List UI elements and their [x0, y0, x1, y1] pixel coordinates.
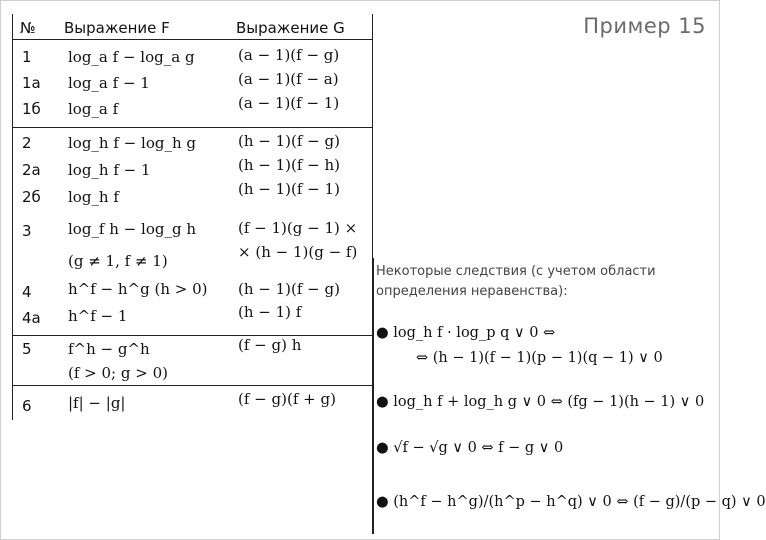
row-f: (f > 0; g > 0) [68, 364, 168, 382]
row-g: (h − 1)(f − 1) [238, 180, 340, 198]
row-num: 3 [22, 222, 32, 240]
row-f: log_a f [68, 100, 119, 118]
row-g: (a − 1)(f − g) [238, 46, 340, 64]
row-g: (f − g)(f + g) [238, 390, 336, 408]
row-num: 2а [22, 161, 41, 179]
row-f: log_f h − log_g h [68, 220, 196, 238]
consequences-title: Некоторые следствия (с учетом области определения неравенства): [376, 264, 656, 299]
row-num: 6 [22, 397, 32, 415]
row-g: (a − 1)(f − 1) [238, 94, 340, 112]
row-g: (f − 1)(g − 1) × [238, 219, 358, 237]
row-num: 1а [22, 74, 41, 92]
row-num: 2б [22, 188, 41, 206]
row-f: f^h − g^h [68, 340, 150, 358]
row-g: (f − g) h [238, 336, 302, 354]
row-divider [12, 335, 373, 336]
header-divider [12, 39, 373, 40]
consequence-item: ● log_h f + log_h g ∨ 0 ⇔ (fg − 1)(h − 1) ∨ 0 [376, 394, 705, 410]
row-g: (h − 1)(f − g) [238, 132, 340, 150]
row-f: log_a f − log_a g [68, 48, 195, 66]
slide-title: Пример 15 [583, 14, 706, 38]
row-f: log_a f − 1 [68, 74, 150, 92]
row-num: 2 [22, 134, 32, 152]
consequence-item: ● (h^f − h^g)/(h^p − h^q) ∨ 0 ⇔ (f − g)/(p − q) ∨ 0 [376, 494, 766, 510]
table-left-border [12, 14, 13, 420]
row-f: log_h f − 1 [68, 161, 151, 179]
header-num: № [20, 19, 36, 37]
row-f: |f| − |g| [68, 394, 126, 412]
row-num: 1 [22, 48, 32, 66]
header-g: Выражение G [236, 19, 345, 37]
expressions-table [12, 14, 374, 420]
consequence-item: ⇔ (h − 1)(f − 1)(p − 1)(q − 1) ∨ 0 [416, 350, 663, 366]
consequences-divider [372, 258, 374, 534]
row-g: (h − 1)(f − g) [238, 280, 340, 298]
row-num: 5 [22, 340, 32, 358]
row-f: h^f − h^g (h > 0) [68, 280, 208, 298]
row-num: 4а [22, 309, 41, 327]
row-g: (h − 1)(f − h) [238, 156, 341, 174]
header-f: Выражение F [64, 19, 170, 37]
row-num: 4 [22, 283, 32, 301]
consequence-item: ● log_h f · log_p q ∨ 0 ⇔ [376, 325, 556, 341]
row-divider [12, 385, 373, 386]
row-f: log_h f − log_h g [68, 134, 196, 152]
row-divider [12, 127, 373, 128]
row-num: 1б [22, 100, 41, 118]
consequence-item: ● √f − √g ∨ 0 ⇔ f − g ∨ 0 [376, 440, 564, 456]
row-f: h^f − 1 [68, 307, 128, 325]
row-f: (g ≠ 1, f ≠ 1) [68, 252, 168, 270]
row-g: × (h − 1)(g − f) [238, 243, 358, 261]
row-g: (a − 1)(f − a) [238, 70, 339, 88]
row-g: (h − 1) f [238, 303, 302, 321]
row-f: log_h f [68, 188, 119, 206]
